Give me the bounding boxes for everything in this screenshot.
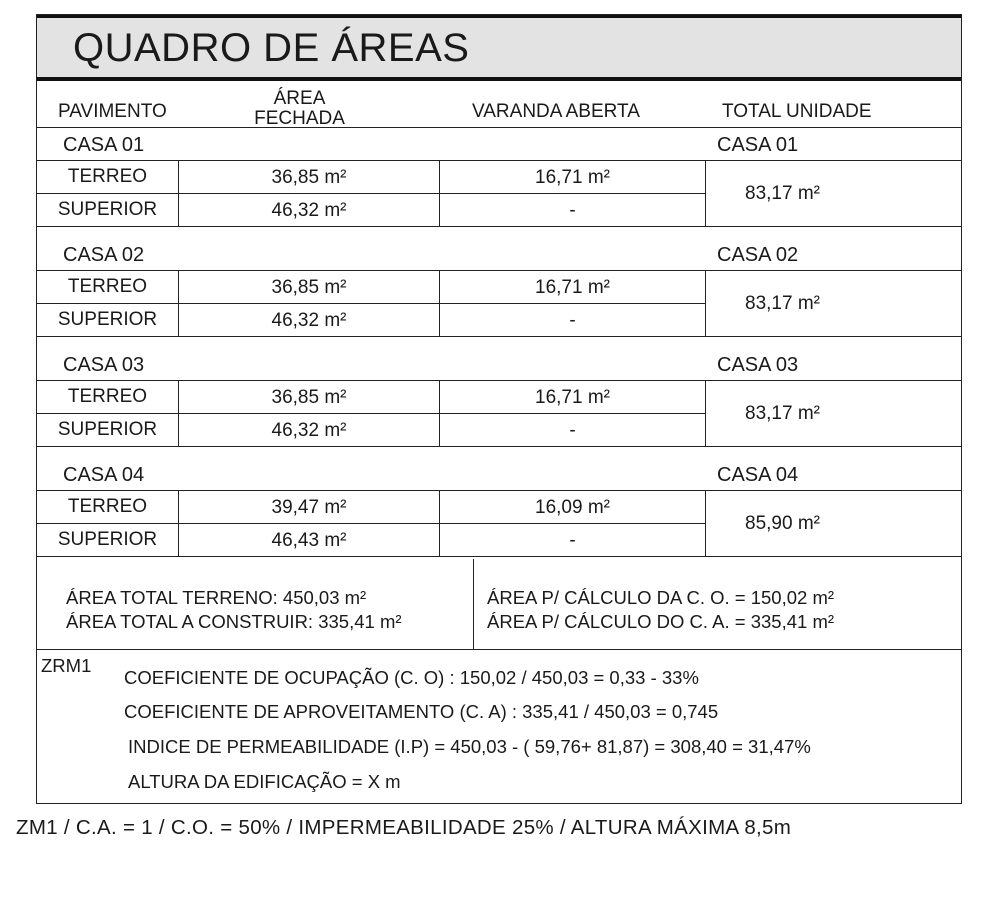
col-line-2 bbox=[439, 160, 440, 226]
superior-area: 46,43 m² bbox=[271, 530, 347, 551]
row-line-bottom bbox=[37, 446, 961, 447]
superior-area: 46,32 m² bbox=[271, 200, 347, 221]
row-line-mid bbox=[37, 303, 705, 304]
terreo-label: TERREO bbox=[67, 386, 148, 407]
area-calc-ca: ÁREA P/ CÁLCULO DO C. A. = 335,41 m² bbox=[487, 611, 835, 632]
col-line-1 bbox=[178, 490, 179, 556]
terreo-varanda: 16,71 m² bbox=[535, 387, 610, 408]
indice-permeabilidade: INDICE DE PERMEABILIDADE (I.P) = 450,03 - ( 59,76+ 81,87) = 308,40 = 31,47% bbox=[128, 736, 811, 757]
superior-varanda: - bbox=[569, 420, 576, 441]
terreo-label: TERREO bbox=[67, 496, 148, 517]
col-line-3 bbox=[705, 160, 706, 226]
altura-edificacao: ALTURA DA EDIFICAÇÃO = X m bbox=[128, 771, 401, 792]
superior-varanda: - bbox=[569, 530, 576, 551]
house-total-value: 83,17 m² bbox=[745, 403, 820, 424]
header-total: TOTAL UNIDADE bbox=[722, 101, 872, 122]
title-bar bbox=[37, 15, 961, 81]
areas-table bbox=[36, 14, 962, 804]
row-line-top bbox=[37, 270, 961, 271]
page-title: QUADRO DE ÁREAS bbox=[73, 26, 470, 70]
row-line-bottom bbox=[37, 226, 961, 227]
house-name: CASA 03 bbox=[63, 354, 145, 376]
area-total-construir: ÁREA TOTAL A CONSTRUIR: 335,41 m² bbox=[66, 611, 402, 632]
superior-area: 46,32 m² bbox=[271, 420, 347, 441]
area-total-terreno: ÁREA TOTAL TERRENO: 450,03 m² bbox=[66, 587, 367, 608]
col-line-1 bbox=[178, 160, 179, 226]
col-line-2 bbox=[439, 270, 440, 336]
house-total-label: CASA 04 bbox=[717, 464, 799, 486]
terreo-label: TERREO bbox=[67, 166, 148, 187]
terreo-area: 36,85 m² bbox=[271, 277, 347, 298]
col-line-3 bbox=[705, 380, 706, 446]
terreo-area: 36,85 m² bbox=[271, 387, 347, 408]
superior-area: 46,32 m² bbox=[271, 310, 347, 331]
coef-ocupacao: COEFICIENTE DE OCUPAÇÃO (C. O) : 150,02 / 450,03 = 0,33 - 33% bbox=[124, 667, 699, 688]
row-line-bottom bbox=[37, 556, 961, 557]
superior-varanda: - bbox=[569, 200, 576, 221]
terreo-label: TERREO bbox=[67, 276, 148, 297]
col-line-2 bbox=[439, 380, 440, 446]
col-line-1 bbox=[178, 380, 179, 446]
house-total-value: 83,17 m² bbox=[745, 293, 820, 314]
row-line-mid bbox=[37, 413, 705, 414]
house-name: CASA 01 bbox=[63, 134, 145, 156]
zoning-footer: ZM1 / C.A. = 1 / C.O. = 50% / IMPERMEABILIDADE 25% / ALTURA MÁXIMA 8,5m bbox=[16, 816, 792, 839]
row-line-bottom bbox=[37, 336, 961, 337]
terreo-area: 36,85 m² bbox=[271, 167, 347, 188]
terreo-varanda: 16,09 m² bbox=[535, 497, 610, 518]
house-total-value: 83,17 m² bbox=[745, 183, 820, 204]
superior-varanda: - bbox=[569, 310, 576, 331]
col-line-2 bbox=[439, 490, 440, 556]
header-pavimento: PAVIMENTO bbox=[58, 101, 167, 122]
col-line-3 bbox=[705, 270, 706, 336]
row-line-top bbox=[37, 160, 961, 161]
header-area-fechada-2: FECHADA bbox=[254, 108, 345, 129]
terreo-area: 39,47 m² bbox=[271, 497, 347, 518]
zone-label: ZRM1 bbox=[41, 655, 92, 676]
superior-label: SUPERIOR bbox=[57, 419, 158, 440]
header-divider bbox=[37, 127, 961, 128]
row-line-mid bbox=[37, 193, 705, 194]
col-line-1 bbox=[178, 270, 179, 336]
zone-divider bbox=[37, 649, 961, 650]
superior-label: SUPERIOR bbox=[57, 529, 158, 550]
row-line-top bbox=[37, 380, 961, 381]
house-total-label: CASA 03 bbox=[717, 354, 799, 376]
col-line-3 bbox=[705, 490, 706, 556]
house-name: CASA 04 bbox=[63, 464, 145, 486]
row-line-top bbox=[37, 490, 961, 491]
terreo-varanda: 16,71 m² bbox=[535, 167, 610, 188]
house-total-label: CASA 02 bbox=[717, 244, 799, 266]
summary-divider bbox=[473, 559, 474, 649]
house-name: CASA 02 bbox=[63, 244, 145, 266]
superior-label: SUPERIOR bbox=[57, 199, 158, 220]
house-total-value: 85,90 m² bbox=[745, 513, 820, 534]
superior-label: SUPERIOR bbox=[57, 309, 158, 330]
area-calc-co: ÁREA P/ CÁLCULO DA C. O. = 150,02 m² bbox=[487, 587, 835, 608]
header-area-fechada-1: ÁREA bbox=[273, 88, 326, 109]
terreo-varanda: 16,71 m² bbox=[535, 277, 610, 298]
header-varanda: VARANDA ABERTA bbox=[472, 101, 640, 122]
row-line-mid bbox=[37, 523, 705, 524]
house-total-label: CASA 01 bbox=[717, 134, 799, 156]
coef-aproveitamento: COEFICIENTE DE APROVEITAMENTO (C. A) : 335,41 / 450,03 = 0,745 bbox=[124, 701, 719, 722]
